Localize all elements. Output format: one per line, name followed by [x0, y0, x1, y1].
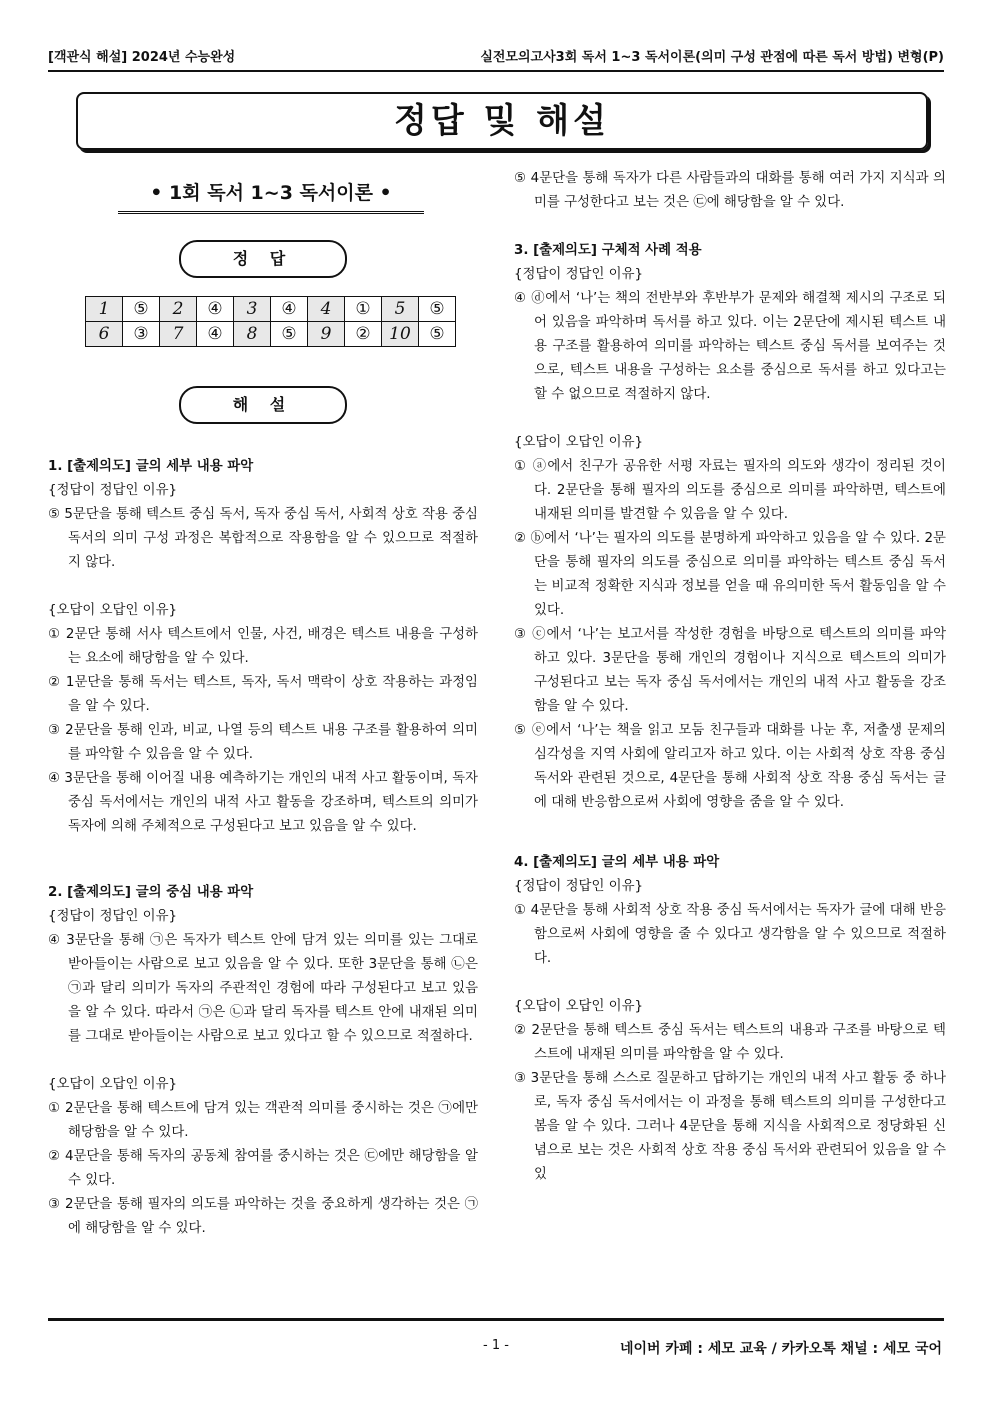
question-number: 6: [86, 322, 123, 347]
left-column: [48, 455, 478, 1241]
explanation-item: ① ⓐ에서 친구가 공유한 서평 자료는 필자의 의도와 생각이 정리된 것이다. 2문단을 통해 필자의 의도를 중심으로 의미를 파악하면, 텍스트에 내재된 의미를 발견할 수 있음을 알 수 있다.: [514, 459, 946, 522]
question-number: 7: [160, 322, 197, 347]
question-number: 1: [86, 297, 123, 322]
answer-row: [86, 297, 456, 322]
q2-wrong-label: {오답이 오답인 이유}: [48, 1077, 178, 1092]
explanation-item: ⑤ 5문단을 통해 텍스트 중심 독서, 독자 중심 독서, 사회적 상호 작용 중심 독서의 의미 구성 과정은 복합적으로 작용함을 알 수 있으므로 적절하지 않다.: [48, 507, 478, 570]
explanation-item: ④ 3문단을 통해 ㉠은 독자가 텍스트 안에 담겨 있는 의미를 있는 그대로 받아들이는 사람으로 보고 있음을 알 수 있다. 또한 3문단을 통해 ㉡은 ㉠과 달리 의미가 독자의 주관적인 경험에 따라 구성된다고 보고 있음을 알 수 있다. 따라서 ㉠은 ㉡과 달리 독자를 텍스트 안에 내재된 의미를 그대로 받아들이는 사람으로 보고 있다고 할 수 있으므로 적절하다.: [48, 933, 478, 1044]
explanation-item: ② ⓑ에서 ‘나’는 필자의 의도를 분명하게 파악하고 있음을 알 수 있다. 2문단을 통해 필자의 의도를 중심으로 의미를 파악하는 텍스트 중심 독서는 비교적 정확한 지식과 정보를 얻을 때 유의미한 독서 활동임을 알 수 있다.: [514, 531, 946, 618]
explanation-item: ② 2문단을 통해 텍스트 중심 독서는 텍스트의 내용과 구조를 바탕으로 텍스트에 내재된 의미를 파악함을 알 수 있다.: [514, 1023, 946, 1062]
explanation-item: ① 4문단을 통해 사회적 상호 작용 중심 독서에서는 독자가 글에 대해 반응함으로써 사회에 영향을 줄 수 있다고 생각함을 알 수 있으므로 적절하다.: [514, 903, 946, 966]
q1-correct-list: [48, 503, 478, 575]
explanation-item: ③ ⓒ에서 ‘나’는 보고서를 작성한 경험을 바탕으로 텍스트의 의미를 파악하고 있다. 3문단을 통해 개인의 경험이나 지식으로 텍스트의 의미가 구성된다고 보는 독자 중심 독서에서는 개인의 내적 사고 활동을 강조함을 알 수 있다.: [514, 627, 946, 714]
q2-title: 2. [출제의도] 글의 중심 내용 파악: [48, 885, 254, 900]
q1-wrong-list: [48, 623, 478, 839]
q4-correct-list: [514, 899, 946, 971]
answer-choice: ②: [345, 322, 382, 347]
explanation-item: ④ 3문단을 통해 이어질 내용 예측하기는 개인의 내적 사고 활동이며, 독자 중심 독서에서는 개인의 내적 사고 활동을 강조하며, 텍스트의 의미가 독자에 의해 주체적으로 구성된다고 보고 있음을 알 수 있다.: [48, 771, 478, 834]
page-header: [48, 46, 944, 66]
header-rule: [48, 70, 944, 72]
q1-title: 1. [출제의도] 글의 세부 내용 파악: [48, 459, 254, 474]
q4-wrong-list: [514, 1019, 946, 1187]
answer-choice: ⑤: [123, 297, 160, 322]
explanation-item: ⑤ ⓔ에서 ‘나’는 책을 읽고 모둠 친구들과 대화를 나눈 후, 저출생 문제의 심각성을 지역 사회에 알리고자 하고 있다. 이는 사회적 상호 작용 중심 독서와 관련된 것으로, 4문단을 통해 사회적 상호 작용 중심 독서는 글에 대해 반응함으로써 사회에 영향을 줌을 알 수 있다.: [514, 723, 946, 810]
answer-choice: ④: [197, 297, 234, 322]
answer-choice: ③: [123, 322, 160, 347]
q3-wrong-list: [514, 455, 946, 815]
q4-title: 4. [출제의도] 글의 세부 내용 파악: [514, 855, 720, 870]
page-title: 정답 및 해설: [394, 101, 610, 141]
answer-label: 정 답: [179, 240, 347, 278]
q3-wrong-label: {오답이 오답인 이유}: [514, 435, 644, 450]
explanation-item: ② 1문단을 통해 독서는 텍스트, 독자, 독서 맥락이 상호 작용하는 과정임을 알 수 있다.: [48, 675, 478, 714]
question-number: 9: [308, 322, 345, 347]
answer-table: [85, 296, 456, 347]
explanation-item: ① 2문단 통해 서사 텍스트에서 인물, 사건, 배경은 텍스트 내용을 구성하는 요소에 해당함을 알 수 있다.: [48, 627, 478, 666]
answer-choice: ④: [271, 297, 308, 322]
question-number: 3: [234, 297, 271, 322]
section-title: • 1회 독서 1~3 독서이론 •: [118, 178, 424, 214]
footer-credit: 네이버 카페 : 세모 교육 / 카카오톡 채널 : 세모 국어: [619, 1341, 942, 1357]
explanation-item: ② 4문단을 통해 독자의 공동체 참여를 중시하는 것은 ㉢에만 해당함을 알 수 있다.: [48, 1149, 478, 1188]
q3-correct-list: [514, 287, 946, 407]
answer-choice: ①: [345, 297, 382, 322]
question-number: 2: [160, 297, 197, 322]
title-box: [76, 92, 928, 150]
header-left: [객관식 해설] 2024년 수능완성: [48, 50, 236, 65]
answer-row: [86, 322, 456, 347]
q2-correct-list: [48, 929, 478, 1049]
question-number: 4: [308, 297, 345, 322]
header-right: 실전모의고사3회 독서 1~3 독서이론(의미 구성 관점에 따른 독서 방법) 변형(P): [480, 50, 944, 65]
q2-wrong-list: [48, 1097, 478, 1241]
explanation-item: ③ 2문단을 통해 인과, 비교, 나열 등의 텍스트 내용 구조를 활용하여 의미를 파악할 수 있음을 알 수 있다.: [48, 723, 478, 762]
explanation-item: ④ ⓓ에서 ‘나’는 책의 전반부와 후반부가 문제와 해결책 제시의 구조로 되어 있음을 파악하며 독서를 하고 있다. 이는 2문단에 제시된 텍스트 내용 구조를 활용하여 의미를 파악하는 텍스트 중심 독서를 보여주는 것으로, 텍스트 내용을 구성하는 요소를 중심으로 독서를 하고 있다고는 할 수 없으므로 적절하지 않다.: [514, 291, 946, 402]
page-number: - 1 -: [483, 1338, 509, 1353]
q3-correct-label: {정답이 정답인 이유}: [514, 267, 644, 282]
question-number: 8: [234, 322, 271, 347]
q1-wrong-label: {오답이 오답인 이유}: [48, 603, 178, 618]
q3-title: 3. [출제의도] 구체적 사례 적용: [514, 243, 702, 258]
q2-continued-list: [514, 167, 946, 215]
explanation-item: ⑤ 4문단을 통해 독자가 다른 사람들과의 대화를 통해 여러 가지 지식과 의미를 구성한다고 보는 것은 ㉢에 해당함을 알 수 있다.: [514, 171, 946, 210]
q2-correct-label: {정답이 정답인 이유}: [48, 909, 178, 924]
answer-choice: ⑤: [419, 297, 456, 322]
q1-correct-label: {정답이 정답인 이유}: [48, 483, 178, 498]
answer-choice: ④: [197, 322, 234, 347]
explanation-item: ③ 3문단을 통해 스스로 질문하고 답하기는 개인의 내적 사고 활동 중 하나로, 독자 중심 독서에서는 이 과정을 통해 텍스트의 의미를 구성한다고 봄을 알 수 있다. 그러나 4문단을 통해 지식을 사회적으로 정당화된 신념으로 보는 것은 사회적 상호 작용 중심 독서와 관련되어 있음을 알 수 있: [514, 1071, 946, 1182]
answer-choice: ⑤: [419, 322, 456, 347]
question-number: 10: [382, 322, 419, 347]
footer-rule: [48, 1318, 944, 1321]
q4-wrong-label: {오답이 오답인 이유}: [514, 999, 644, 1014]
explanation-item: ③ 2문단을 통해 필자의 의도를 파악하는 것을 중요하게 생각하는 것은 ㉠에 해당함을 알 수 있다.: [48, 1197, 478, 1236]
explanation-item: ① 2문단을 통해 텍스트에 담겨 있는 객관적 의미를 중시하는 것은 ㉠에만 해당함을 알 수 있다.: [48, 1101, 478, 1140]
explain-label: 해 설: [179, 386, 347, 424]
q4-correct-label: {정답이 정답인 이유}: [514, 879, 644, 894]
question-number: 5: [382, 297, 419, 322]
answer-choice: ⑤: [271, 322, 308, 347]
right-column: [514, 167, 946, 1187]
